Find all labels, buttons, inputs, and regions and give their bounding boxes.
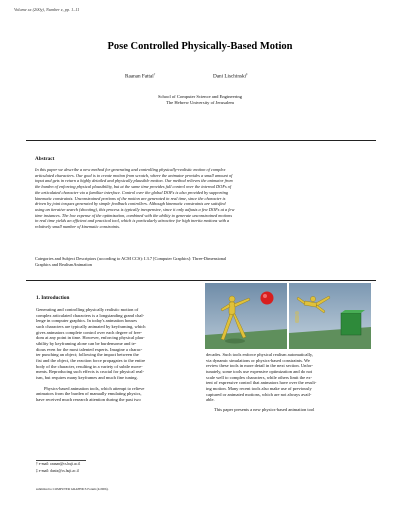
- teaser-figure: [205, 283, 371, 349]
- submission-note: submitted to COMPUTER GRAPHICS Forum (4/2006).: [36, 487, 109, 491]
- affiliation-line-2: The Hebrew University of Jerusalem: [166, 100, 234, 105]
- abstract-line: using an iterative search (shooting), this process is typically inexpensive, since it only adjusts a few DOFs at a few: [35, 207, 235, 213]
- ball-icon: [261, 292, 274, 305]
- abstract-heading: Abstract: [35, 156, 55, 162]
- text-line: body of the character, resulting in a variety of subtle move-: [36, 363, 143, 369]
- journal-header: Volume xx (200y), Number z, pp. 1–11: [14, 7, 80, 12]
- text-line: lenge in computer graphics. In today's animation houses: [36, 318, 138, 324]
- author-2-mark: ‡: [246, 72, 248, 76]
- text-line: ing motion. Many recent tools also make use of previously: [206, 385, 312, 391]
- abstract-line: kinematic constraints. Unconstrained portions of the motion are generated in real time, since the character is: [35, 195, 226, 201]
- abstract-line: driven by joint torques generated by simple feedback controllers. Although kinematic constraints are satisfied: [35, 201, 226, 207]
- divider-bottom: [26, 280, 376, 281]
- text-line: have received much research attention during the past two: [36, 396, 141, 402]
- text-line: gives animators complete control over each degree of free-: [36, 329, 142, 335]
- text-line: dious even for the most talented experts. Imagine a charac-: [36, 346, 143, 352]
- text-line: ments. Reproducing such effects is crucial for physical real-: [36, 369, 145, 375]
- text-line: This paper presents a new physics-based animation tool: [214, 406, 315, 412]
- abstract-line: input and gets in return a highly detailed and physically plausible motion. Our method relieves the animator from: [35, 178, 233, 184]
- author-2-name: Dani Lischinski: [213, 73, 246, 80]
- abstract-line: relatively small number of kinematic constraints.: [35, 224, 121, 230]
- divider-top: [26, 140, 376, 141]
- text-line: complex articulated characters is a longstanding grand chal-: [36, 312, 145, 318]
- acm-categories: [35, 256, 367, 267]
- text-line: captured or animated motions, which are not always avail-: [206, 391, 312, 397]
- author-2: [213, 72, 248, 80]
- text-line: tunately, some tools use expensive optimization and do not: [206, 368, 313, 374]
- abstract-body: [35, 167, 367, 230]
- text-line: via dynamic simulations or physics-based constraints. We: [206, 357, 310, 363]
- abstract-line: in real time yields an efficient and practical tool, which is particularly attractive for high inertia motions with a: [35, 218, 230, 224]
- text-line: able.: [206, 397, 215, 403]
- left-column: [36, 307, 194, 403]
- abstract-line: In this paper we describe a new method for generating and controlling physically-realistic motion of complex: [35, 167, 226, 172]
- footnote-rule: [36, 460, 86, 461]
- right-column: [206, 352, 373, 413]
- figure-panel-right: [289, 283, 371, 349]
- box-icon: [341, 313, 361, 335]
- affiliation-line-1: School of Computer Science and Engineering: [157, 94, 243, 99]
- text-line: sibility by keyframing alone can be burdensome and te-: [36, 340, 137, 346]
- author-1-name: Raanan Fattal: [125, 73, 154, 80]
- abstract-line: articulated characters. Our goal is to create motion from scratch, where the animator provides a small amount of: [35, 172, 233, 178]
- text-line: Generating and controlling physically realistic motion of: [36, 307, 139, 312]
- abstract-line: the articulated character via a familiar interface. Control over the global DOFs is also provided by supporting: [35, 189, 229, 195]
- text-line: review these tools in more detail in the next section. Unfor-: [206, 363, 314, 369]
- abstract-line: the burden of enforcing physical plausibility, but at the same time provides full control over the internal DOFs of: [35, 184, 232, 190]
- categories-line: Graphics and RealismAnimation: [35, 261, 92, 267]
- text-line: scale well to complex characters, while others limit the ex-: [206, 374, 312, 380]
- text-line: animators from the burden of manually emulating physics,: [36, 391, 142, 397]
- author-1-mark: †: [153, 72, 156, 76]
- section-heading: 1. Introduction: [36, 295, 70, 301]
- text-line: decades. Such tools enforce physical realism automatically,: [206, 352, 313, 357]
- text-line: such characters are typically animated by keyframing, which: [36, 323, 146, 329]
- text-line: tent of expressive control that animators have over the result-: [206, 380, 317, 386]
- footnote-1: † e-mail: raanan@cs.huji.ac.il: [36, 462, 81, 466]
- author-1: [125, 72, 155, 80]
- text-line: dom at any point in time. However, enforcing physical plau-: [36, 335, 145, 341]
- abstract-line: time instances. The low expense of the optimization, combined with the ability to generate unconstrained motions: [35, 212, 233, 218]
- footnote-2: ‡ e-mail: danix@cs.huji.ac.il: [36, 469, 79, 473]
- paper-title: Pose Controlled Physically-Based Motion: [107, 41, 293, 52]
- text-line: Physics-based animation tools, which attempt to relieve: [44, 385, 145, 391]
- figure-panel-left: [205, 283, 287, 349]
- categories-line: Categories and Subject Descriptors (according to ACM CCS): I.3.7 [Computer Graphics]: Three-Dimensional: [35, 256, 227, 261]
- text-line: fist and the object, the reaction force propagates to the entire: [36, 357, 146, 363]
- text-line: ter punching an object; following the impact between the: [36, 352, 139, 358]
- text-line: ism, but requires many keyframes and much fine tuning.: [36, 374, 138, 380]
